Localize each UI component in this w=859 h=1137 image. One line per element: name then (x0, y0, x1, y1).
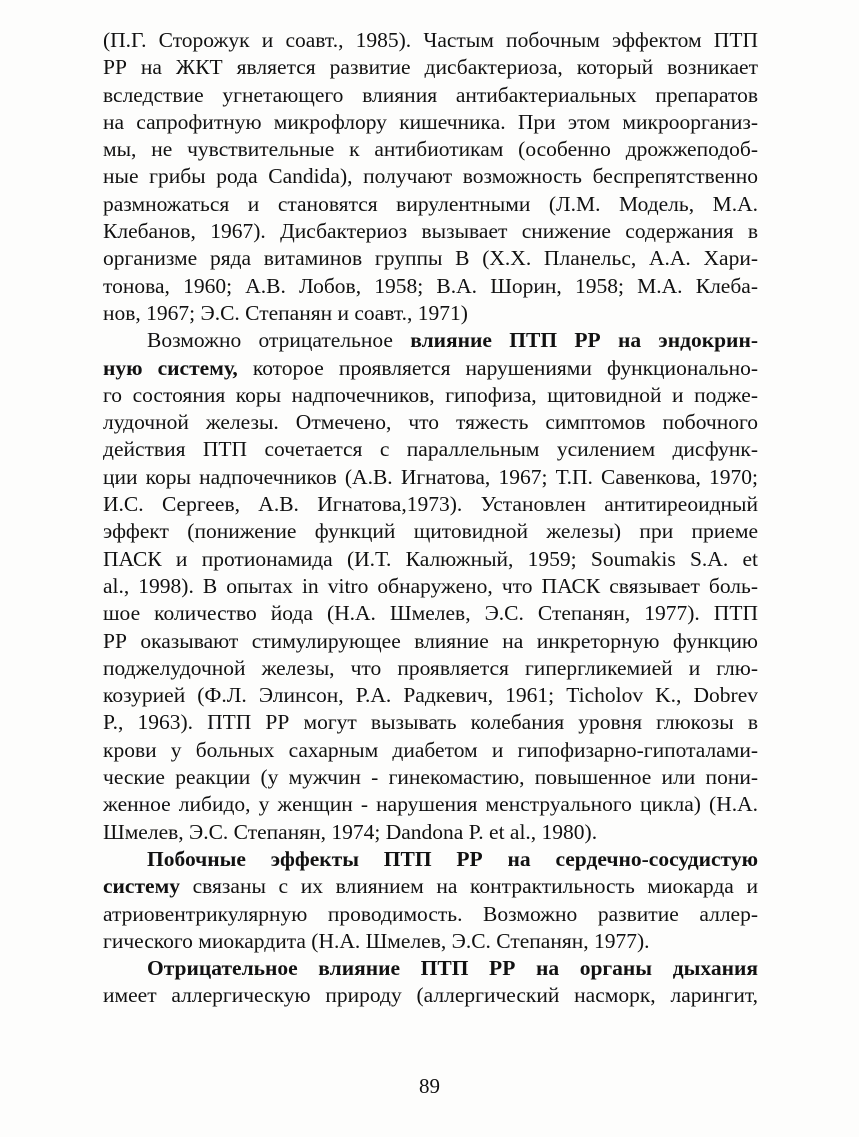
text-line: РР на ЖКТ является развитие дисбактериоза, который возникает (103, 55, 758, 80)
text-line: Клебанов, 1967). Дисбактериоз вызывает снижение содержания в (103, 219, 758, 244)
text-line: вследствие угнетающего влияния антибактериальных препаратов (103, 82, 758, 107)
text-line: женное либидо, у женщин - нарушения менструального цикла) (Н.А. (103, 792, 758, 817)
text-line: ную систему, которое проявляется нарушениями функционально- (103, 355, 759, 380)
text-line: ческие реакции (у мужчин - гинекомастию, повышенное или пони- (103, 765, 758, 790)
bold-heading-text: влияние ПТП РР на эндокрин- (410, 328, 758, 353)
paragraph-respiratory (103, 955, 758, 1010)
text-line: тонова, 1960; А.В. Лобов, 1958; В.А. Шорин, 1958; М.А. Клеба- (103, 273, 758, 298)
bold-heading-text: ную систему, (103, 355, 238, 380)
text-line (103, 846, 758, 873)
bold-heading-text: Побочные эффекты ПТП РР на сердечно-сосудистую (147, 846, 758, 871)
text-line: действия ПТП сочетается с параллельным усилением дисфунк- (103, 437, 758, 462)
text-line: ции коры надпочечников (А.В. Игнатова, 1967; Т.П. Савенкова, 1970; (103, 464, 758, 489)
text-line: al., 1998). В опытах in vitro обнаружено, что ПАСК связывает боль- (103, 573, 758, 598)
text-line: эффект (понижение функций щитовидной железы) при приеме (103, 519, 758, 544)
paragraph-dysbacteriosis (103, 27, 758, 327)
body-text (103, 27, 758, 1010)
text-line: козурией (Ф.Л. Элинсон, Р.А. Радкевич, 1961; Ticholov K., Dobrev (103, 683, 758, 708)
text-line: шое количество йода (Н.А. Шмелев, Э.С. Степанян, 1977). ПТП (103, 601, 758, 626)
text-line: P., 1963). ПТП РР могут вызывать колебания уровня глюкозы в (103, 710, 758, 735)
text-line: (П.Г. Сторожук и соавт., 1985). Частым побочным эффектом ПТП (103, 28, 758, 52)
text-line (103, 955, 758, 982)
text-line: мы, не чувствительные к антибиотикам (особенно дрожжеподоб- (103, 137, 758, 162)
text-line: РР оказывают стимулирующее влияние на инкреторную функцию (103, 628, 758, 653)
text-line: атриовентрикулярную проводимость. Возможно развитие аллер- (103, 901, 758, 926)
text-line: имеет аллергическую природу (аллергический насморк, ларингит, (103, 983, 758, 1008)
text-line: го состояния коры надпочечников, гипофиза, щитовидной и подже- (103, 382, 758, 407)
text-line: систему связаны с их влиянием на контрактильность миокарда и (103, 874, 758, 899)
text-line: лудочной железы. Отмечено, что тяжесть симптомов побочного (103, 410, 758, 435)
text-line: ные грибы рода Candida), получают возможность беспрепятственно (103, 164, 758, 189)
bold-heading-text: Отрицательное влияние ПТП РР на органы дыхания (147, 956, 758, 981)
paragraph-endocrine (103, 327, 758, 846)
paragraph-cardiovascular (103, 846, 758, 955)
text-line: крови у больных сахарным диабетом и гипофизарно-гипоталами- (103, 737, 758, 762)
page-number: 89 (419, 1074, 440, 1098)
text-line: Шмелев, Э.С. Степанян, 1974; Dandona P. et al., 1980). (103, 819, 598, 844)
text-line: организме ряда витаминов группы В (Х.Х. Планельс, А.А. Хари- (103, 246, 758, 271)
text-line: Возможно отрицательное влияние ПТП РР на эндокрин- (147, 328, 758, 353)
text-line: ПАСК и протионамида (И.Т. Калюжный, 1959; Soumakis S.A. et (103, 546, 758, 571)
text-line: поджелудочной железы, что проявляется гипергликемией и глю- (103, 655, 758, 680)
text-line: нов, 1967; Э.С. Степанян и соавт., 1971) (103, 300, 468, 325)
text-line: гического миокардита (Н.А. Шмелев, Э.С. Степанян, 1977). (103, 928, 650, 953)
bold-heading-text: систему (103, 874, 180, 899)
text-line: на сапрофитную микрофлору кишечника. При этом микроорганиз- (103, 109, 758, 134)
text-line: И.С. Сергеев, А.В. Игнатова,1973). Установлен антитиреоидный (103, 492, 758, 517)
text-line: размножаться и становятся вирулентными (Л.М. Модель, М.А. (103, 191, 758, 216)
